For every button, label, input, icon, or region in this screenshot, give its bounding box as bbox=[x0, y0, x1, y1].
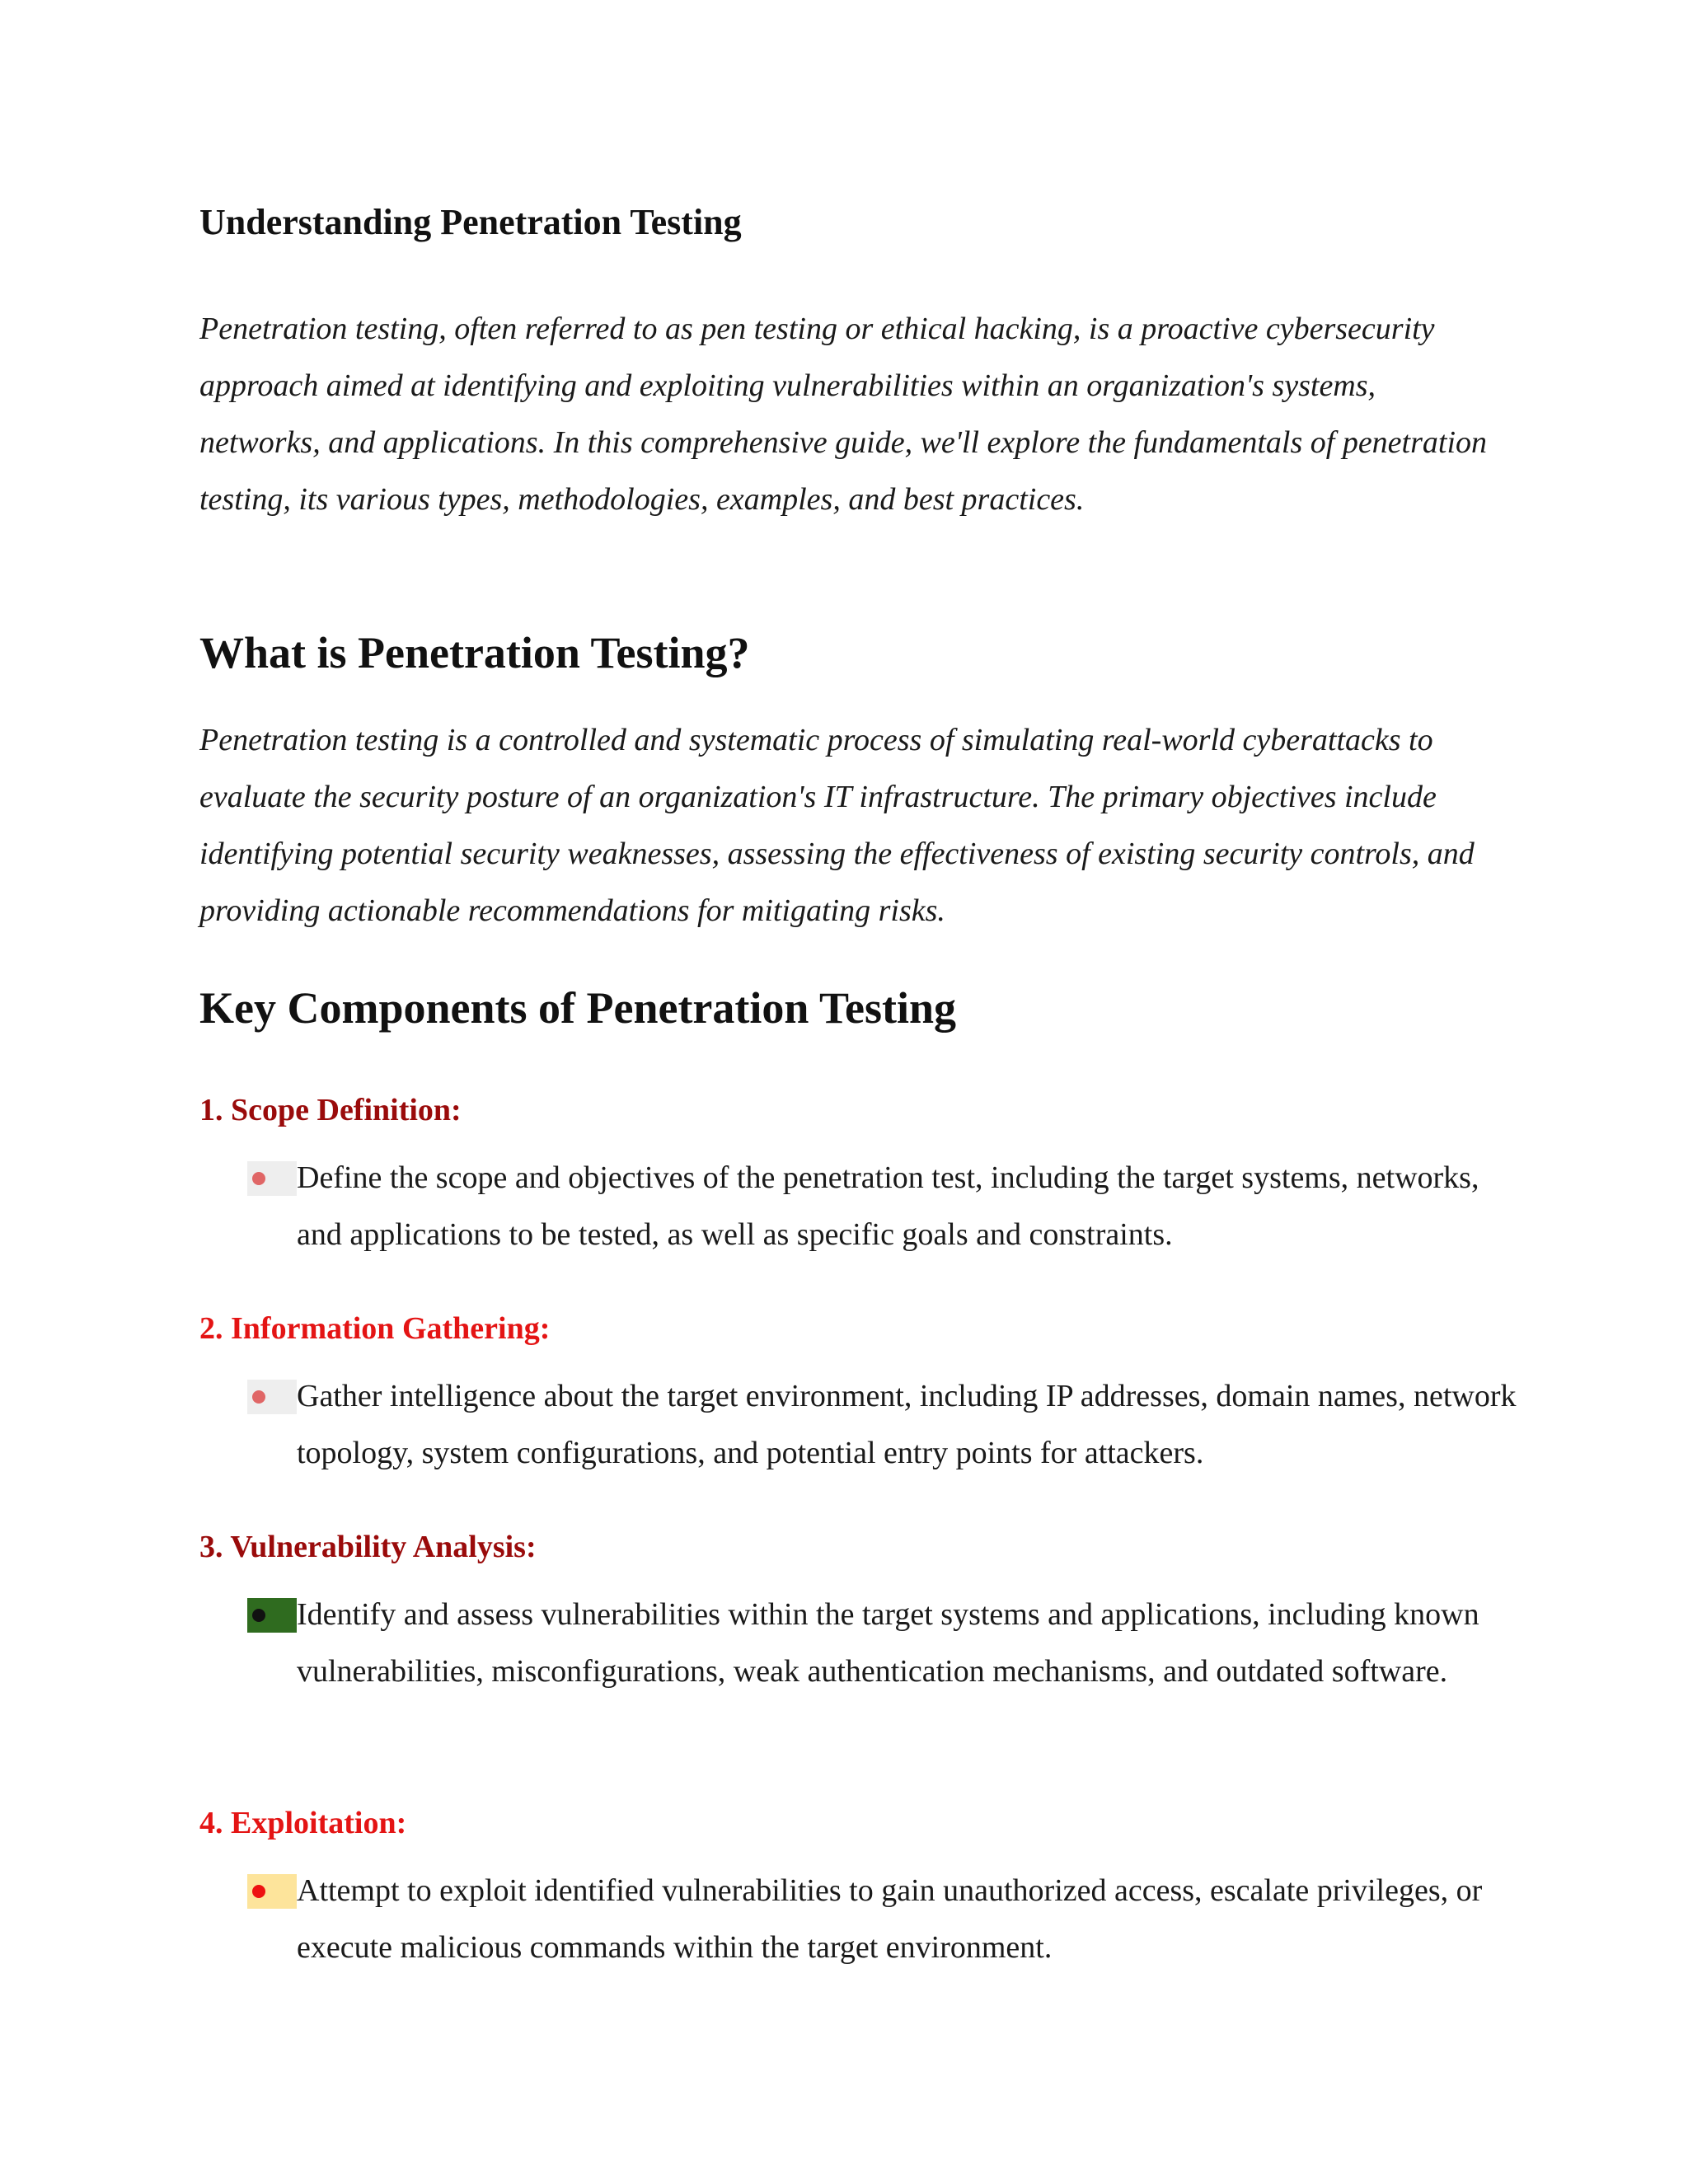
bullet-text: Gather intelligence about the target environment, including IP addresses, domain names, network topology, system configurations, and potential entry points for attackers. bbox=[297, 1379, 1517, 1470]
component-bullet-vulnerability-analysis bbox=[247, 1586, 1517, 1700]
component-bullet-information-gathering bbox=[247, 1368, 1517, 1482]
component-heading-scope: 1. Scope Definition: bbox=[199, 1093, 462, 1127]
bullet-dot-icon bbox=[252, 1885, 265, 1898]
what-is-paragraph: Penetration testing is a controlled and systematic process of simulating real-world cyberattacks to evaluate the security posture of an organization's IT infrastructure. The primary objectives include identifying potential security weaknesses, assessing the effectiveness of existing security controls, and providing actionable recommendations for mitigating risks. bbox=[199, 723, 1475, 928]
component-bullet-scope bbox=[247, 1150, 1517, 1263]
bullet-dot-icon bbox=[252, 1390, 265, 1404]
bullet-dot-icon bbox=[252, 1609, 265, 1622]
bullet-text: Define the scope and objectives of the penetration test, including the target systems, networks, and applications to be tested, as well as specific goals and constraints. bbox=[297, 1160, 1479, 1252]
document-title: Understanding Penetration Testing bbox=[199, 202, 742, 242]
bullet-dot-icon bbox=[252, 1172, 265, 1185]
bullet-text: Attempt to exploit identified vulnerabilities to gain unauthorized access, escalate privileges, or execute malicious commands within the target environment. bbox=[297, 1873, 1483, 1965]
intro-paragraph: Penetration testing, often referred to as pen testing or ethical hacking, is a proactive cybersecurity approach aimed at identifying and exploiting vulnerabilities within an organization's systems, networks, and applications. In this comprehensive guide, we'll explore the fundamentals of penetration testing, its various types, methodologies, examples, and best practices. bbox=[199, 312, 1488, 517]
bullet-marker bbox=[247, 1380, 297, 1414]
component-heading-vulnerability-analysis: 3. Vulnerability Analysis: bbox=[199, 1530, 537, 1564]
bullet-marker bbox=[247, 1161, 297, 1196]
component-heading-information-gathering: 2. Information Gathering: bbox=[199, 1311, 551, 1346]
bullet-marker bbox=[247, 1598, 297, 1633]
component-bullet-exploitation bbox=[247, 1863, 1517, 1976]
bullet-marker bbox=[247, 1874, 297, 1909]
component-heading-exploitation: 4. Exploitation: bbox=[199, 1806, 407, 1840]
bullet-text: Identify and assess vulnerabilities within the target systems and applications, including known vulnerabilities, misconfigurations, weak authentication mechanisms, and outdated software. bbox=[297, 1597, 1479, 1689]
what-is-heading: What is Penetration Testing? bbox=[199, 628, 750, 677]
key-components-heading: Key Components of Penetration Testing bbox=[199, 983, 956, 1033]
